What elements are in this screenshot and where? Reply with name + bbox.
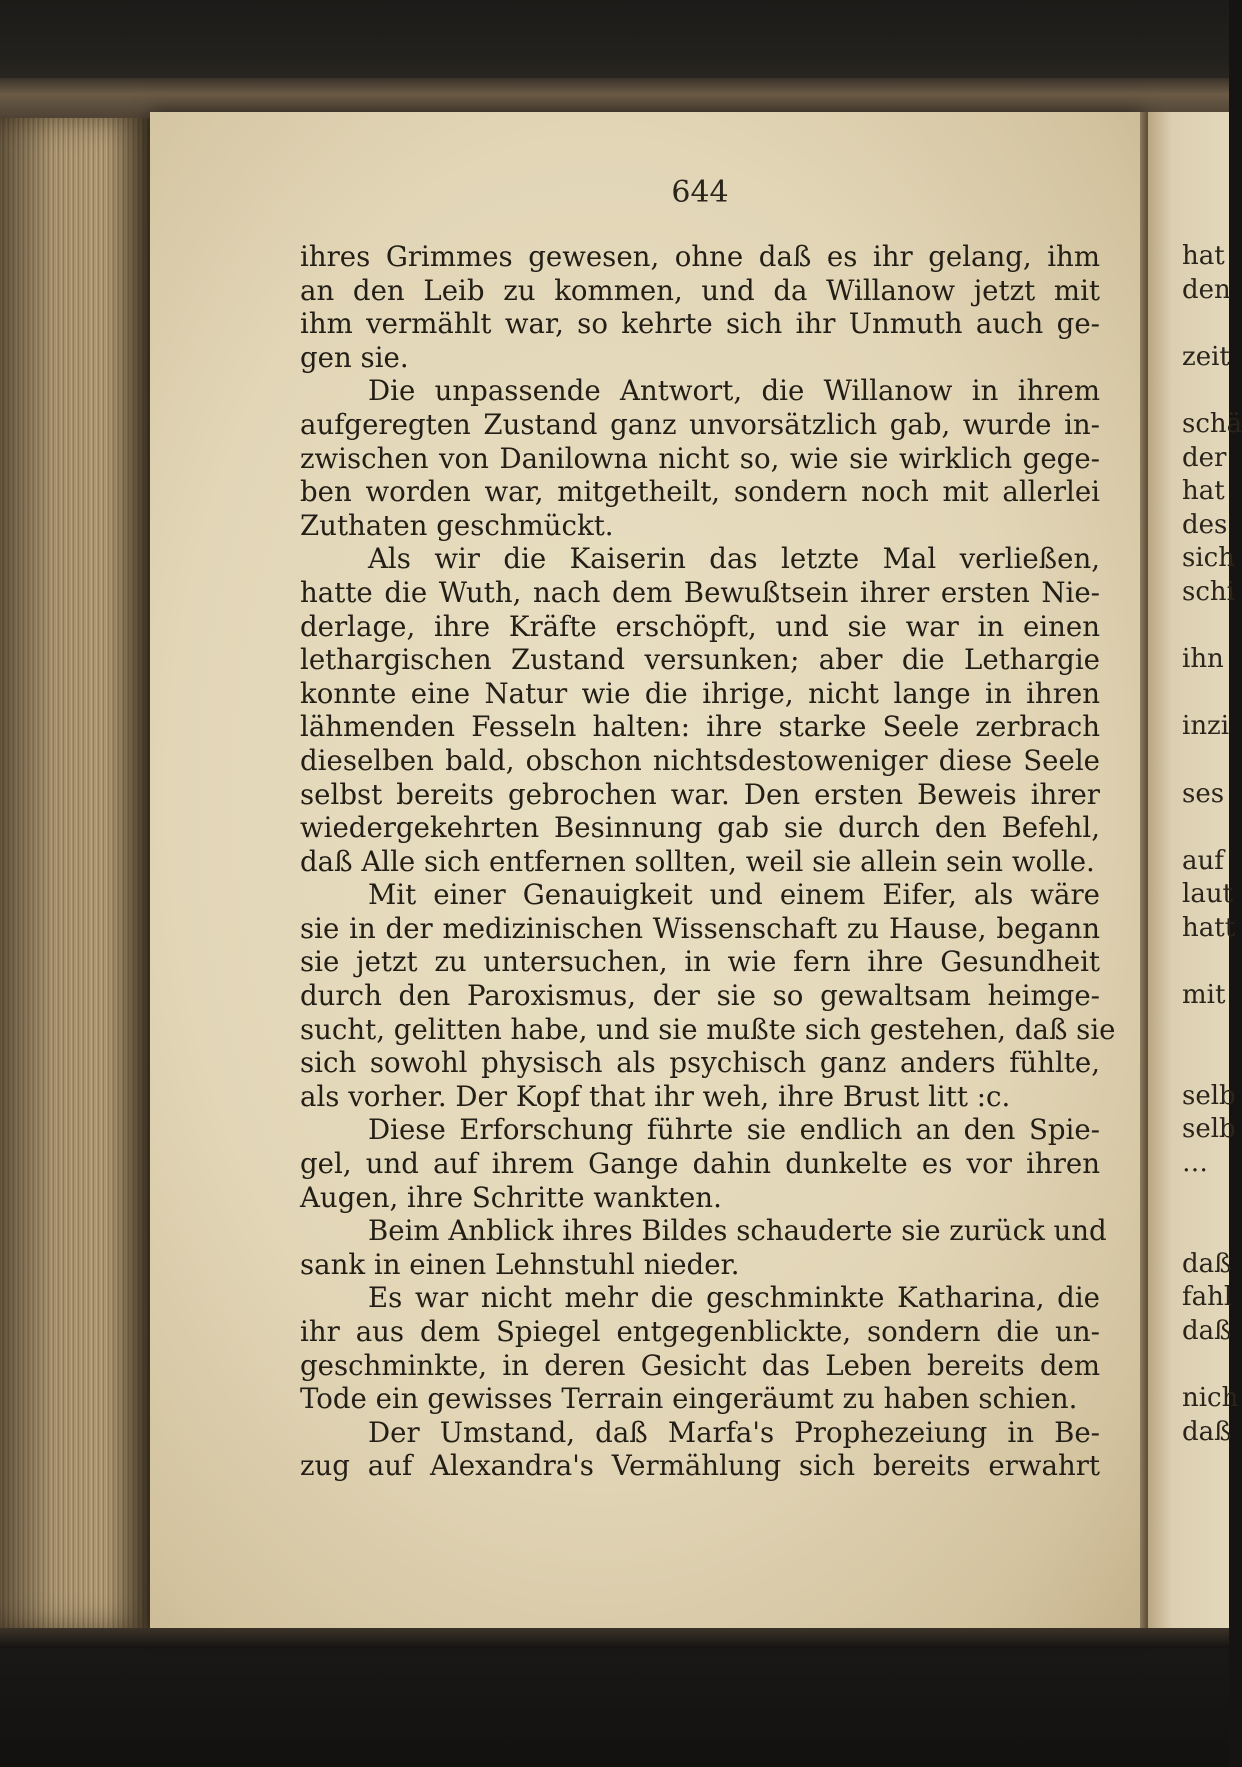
- body-text: [300, 240, 1116, 1483]
- text-line: Augen, ihre Schritte wankten.: [300, 1180, 722, 1214]
- text-line: sie jetzt zu untersuchen, in wie fern ihre Gesundheit: [300, 945, 1100, 979]
- text-line: konnte eine Natur wie die ihrige, nicht lange in ihren: [300, 676, 1100, 710]
- text-line: lethargischen Zustand versunken; aber die Lethargie: [300, 643, 1100, 677]
- right-page-fragment: [1182, 1046, 1229, 1080]
- right-page-fragment: selb: [1182, 1114, 1236, 1145]
- text-line: ihm vermählt war, so kehrte sich ihr Unmuth auch ge-: [300, 307, 1100, 341]
- right-page-fragment: der: [1182, 442, 1227, 473]
- right-page-fragment: daß: [1182, 1416, 1232, 1447]
- right-page-fragment: schi: [1182, 576, 1235, 607]
- text-line: sucht, gelitten habe, und sie mußte sich gestehen, daß sie: [300, 1012, 1116, 1046]
- right-page-fragment: fahl: [1182, 1282, 1233, 1313]
- text-line: gen sie.: [300, 340, 409, 374]
- text-line: gel, und auf ihrem Gange dahin dunkelte es vor ihren: [300, 1147, 1100, 1181]
- text-line: hatte die Wuth, nach dem Bewußtsein ihrer ersten Nie-: [300, 575, 1100, 609]
- right-page-fragment: ses: [1182, 778, 1225, 809]
- text-line: Diese Erforschung führte sie endlich an den Spie-: [368, 1113, 1100, 1147]
- right-page-fragment: daß: [1182, 1316, 1232, 1346]
- right-page-fragment: [1182, 1181, 1229, 1215]
- text-line: ihr aus dem Spiegel entgegenblickte, sondern die un-: [300, 1315, 1100, 1348]
- text-line: sank in einen Lehnstuhl nieder.: [300, 1247, 740, 1281]
- right-page-fragment: [1182, 307, 1229, 341]
- right-page-fragment: auf: [1182, 845, 1224, 876]
- page-edges-shadow: [0, 118, 152, 1628]
- text-line: durch den Paroxismus, der sie so gewaltsam heimge-: [300, 979, 1100, 1013]
- book-gutter: [1140, 112, 1148, 1630]
- text-line: geschminkte, in deren Gesicht das Leben bereits dem: [300, 1348, 1100, 1382]
- right-page-fragment: ihn: [1182, 644, 1224, 675]
- text-line: dieselben bald, obschon nichtsdestoweniger diese Seele: [300, 743, 1100, 777]
- right-page-fragment: den: [1182, 274, 1231, 305]
- right-page-fragment: …: [1182, 1148, 1208, 1179]
- text-line: selbst bereits gebrochen war. Den ersten Beweis ihrer: [300, 777, 1100, 811]
- text-line: ben worden war, mitgetheilt, sondern noch mit allerlei: [300, 475, 1100, 509]
- text-line: Zuthaten geschmückt.: [300, 508, 614, 542]
- right-page-fragment: inzi: [1182, 711, 1230, 742]
- text-line: daß Alle sich entfernen sollten, weil sie allein sein wolle.: [300, 844, 1095, 878]
- right-page-fragment: [1182, 945, 1229, 979]
- right-page-fragment: schä: [1182, 408, 1242, 439]
- right-page-fragment: selb: [1182, 1080, 1236, 1111]
- text-line: Tode ein gewisses Terrain eingeräumt zu haben schien.: [300, 1382, 1078, 1416]
- text-line: als vorher. Der Kopf that ihr weh, ihre Brust litt :c.: [300, 1079, 1011, 1113]
- right-page-fragment: laut: [1182, 879, 1234, 910]
- text-line: Die unpassende Antwort, die Willanow in ihrem: [368, 374, 1100, 408]
- right-page-fragment: des: [1182, 509, 1228, 540]
- text-line: sich sowohl physisch als psychisch ganz anders fühlte,: [300, 1046, 1100, 1080]
- right-page-fragment: [1182, 811, 1229, 845]
- text-line: zwischen von Danilowna nicht so, wie sie wirklich gege-: [300, 441, 1100, 475]
- text-line: derlage, ihre Kräfte erschöpft, und sie war in einen: [300, 609, 1100, 643]
- right-page-fragment: [1182, 374, 1229, 408]
- right-page-fragment: mit: [1182, 980, 1226, 1011]
- right-page-fragment: [1182, 610, 1229, 644]
- right-page-fragment: zeit: [1182, 341, 1230, 372]
- text-line: ihres Grimmes gewesen, ohne daß es ihr gelang, ihm: [300, 240, 1100, 273]
- text-line: wiedergekehrten Besinnung gab sie durch den Befehl,: [300, 811, 1100, 845]
- page-number: 644: [671, 175, 729, 210]
- text-line: Mit einer Genauigkeit und einem Eifer, als wäre: [368, 878, 1100, 912]
- right-page-text-fragments: [1182, 240, 1242, 1449]
- text-line: Beim Anblick ihres Bildes schauderte sie zurück und: [368, 1214, 1107, 1248]
- right-page-fragment: hatt: [1182, 912, 1236, 943]
- right-page-fragment: daß: [1182, 1248, 1232, 1279]
- text-line: Der Umstand, daß Marfa's Prophezeiung in Be-: [368, 1415, 1100, 1449]
- text-line: lähmenden Fesseln halten: ihre starke Seele zerbrach: [300, 710, 1100, 744]
- right-page-fragment: [1182, 1013, 1229, 1047]
- right-page-fragment: sich: [1182, 543, 1235, 574]
- text-line: Als wir die Kaiserin das letzte Mal verließen,: [368, 542, 1100, 576]
- text-line: zug auf Alexandra's Vermählung sich bereits erwahrt: [300, 1449, 1100, 1483]
- text-line: sie in der medizinischen Wissenschaft zu Hause, begann: [300, 911, 1100, 945]
- right-page-fragment: [1182, 744, 1229, 778]
- text-line: an den Leib zu kommen, und da Willanow jetzt mit: [300, 273, 1100, 307]
- text-line: Es war nicht mehr die geschminkte Katharina, die: [368, 1281, 1100, 1315]
- right-page-fragment: [1182, 677, 1229, 711]
- right-page-fragment: hat: [1182, 476, 1225, 507]
- right-page-fragment: [1182, 1214, 1229, 1248]
- bottom-shadow: [0, 1628, 1229, 1648]
- right-page-fragment: hat: [1182, 241, 1225, 271]
- right-page-fragment: [1182, 1349, 1229, 1383]
- text-line: aufgeregten Zustand ganz unvorsätzlich gab, wurde in-: [300, 407, 1100, 441]
- right-page-fragment: nich: [1182, 1383, 1239, 1414]
